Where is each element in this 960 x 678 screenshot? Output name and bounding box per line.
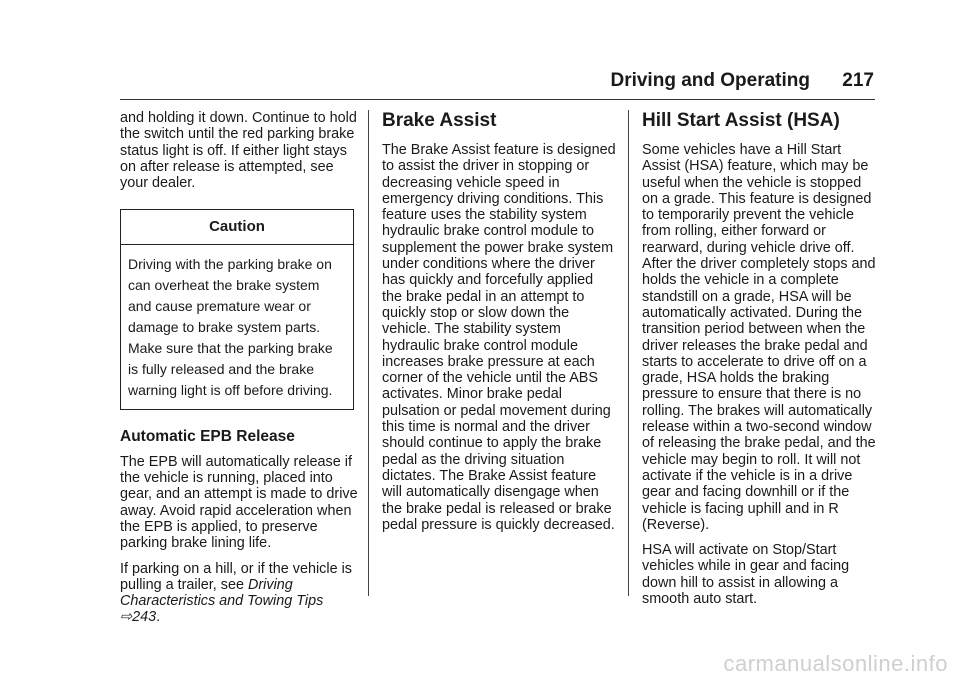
page-ref-arrow-icon: ⇨ (120, 609, 133, 626)
hsa-paragraph-2: HSA will activate on Stop/Start vehicles while in gear and facing down hill to assist in allowing a smooth auto start. (642, 542, 850, 608)
hsa-paragraph-1: Some vehicles have a Hill Start Assist (HSA) feature, which may be useful when the vehicle is stopped on a grade. This feature is designed to temporarily prevent the vehicle from rolling, either forward or rearward, during vehicle drive off. After the driver completely stops and holds the vehicle in a complete standstill on a grade, HSA will be automatically activated. During the transition period between when the driver releases the brake pedal and starts to accelerate to drive off on a grade, HSA holds the braking pressure to ensure that there is no rolling. The brakes will automatically release within a two-second window of releasing the brake pedal, and the vehicle may begin to roll. It will not activate if the vehicle is in a drive gear and facing downhill or if the vehicle is facing uphill and in R (Reverse). (642, 142, 876, 533)
column-right (642, 110, 876, 616)
caution-title: Caution (121, 210, 353, 244)
column-middle (382, 110, 616, 542)
page-footer (0, 645, 960, 678)
section-heading-brake-assist: Brake Assist (382, 110, 497, 131)
header-rule (120, 99, 875, 100)
column-divider-2 (628, 110, 629, 596)
intro-paragraph: and holding it down. Continue to hold the switch until the red parking brake status light is off. If either light stays on after release is attempted, see your dealer. (120, 110, 357, 192)
caution-box (120, 209, 354, 409)
page-header (0, 0, 960, 100)
towing-paragraph (120, 561, 360, 626)
towing-text: If parking on a hill, or if the vehicle is pulling a trailer, see (120, 560, 352, 593)
towing-link[interactable]: Driving Characteristics and Towing Tips (120, 576, 324, 610)
watermark: carmanualsonline.info (723, 651, 948, 676)
epb-paragraph: The EPB will automatically release if the vehicle is running, placed into gear, and an attempt is made to drive away. Avoid rapid acceleration when the EPB is applied, to preserve parking brake lining life. (120, 453, 358, 552)
column-left (120, 110, 360, 635)
towing-page-ref[interactable]: 243 (132, 609, 157, 626)
page-number: 217 (842, 70, 874, 91)
brake-assist-paragraph: The Brake Assist feature is designed to assist the driver in stopping or decreasing vehicle speed in emergency driving conditions. This feature uses the stability system hydraulic brake control module to supplement the power brake system under conditions where the driver has quickly and forcefully applied the brake pedal in an attempt to quickly stop or slow down the vehicle. The stability system hydraulic brake control module increases brake pressure at each corner of the vehicle until the ABS activates. Minor brake pedal pulsation or pedal movement during this time is normal and the driver should continue to apply the brake pedal as the driving situation dictates. The Brake Assist feature will automatically disengage when the brake pedal is released or brake pedal pressure is quickly decreased. (382, 142, 616, 533)
towing-end: . (156, 609, 161, 626)
caution-body: Driving with the parking brake on can overheat the brake system and cause premature wear or damage to brake system parts. Make sure that the parking brake is fully released and the brake warning light is off before driving. (128, 255, 333, 398)
section-title: Driving and Operating (610, 70, 810, 91)
column-divider-1 (368, 110, 369, 596)
section-heading-epb: Automatic EPB Release (120, 427, 295, 445)
section-heading-hsa: Hill Start Assist (HSA) (642, 110, 840, 131)
